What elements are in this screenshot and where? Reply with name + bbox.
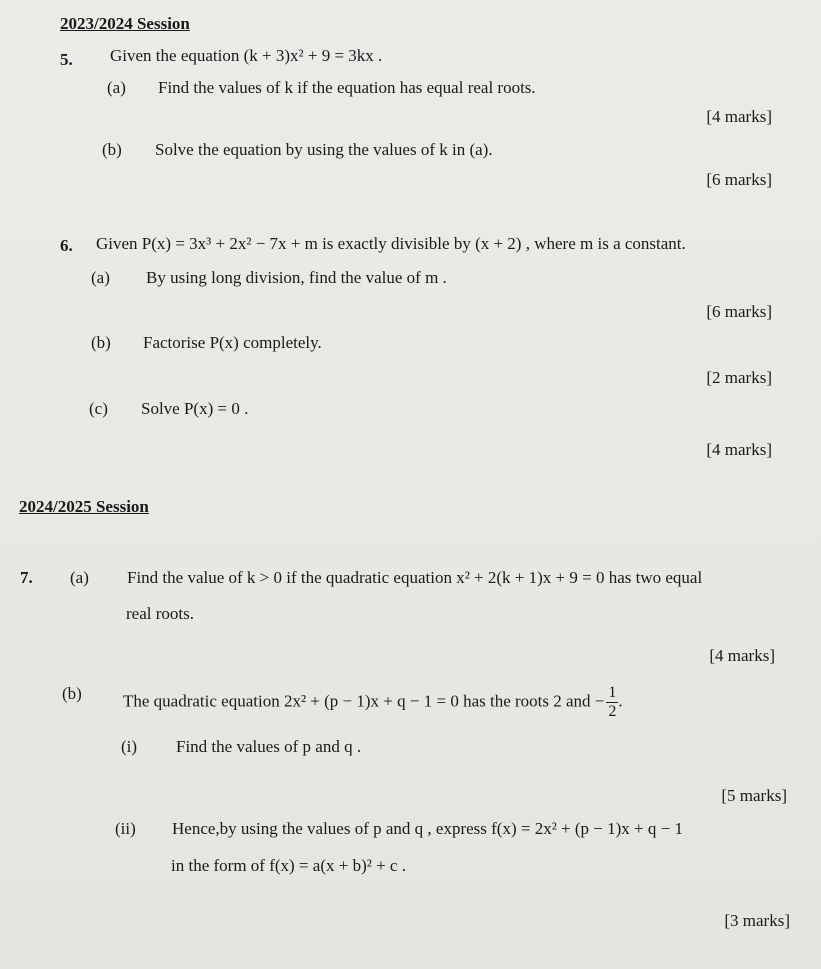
- q5b-label: (b): [102, 140, 122, 159]
- q7b-label: (b): [62, 684, 82, 703]
- q5b-marks: [6 marks]: [706, 170, 772, 189]
- q5a-text: Find the values of k if the equation has equal real roots.: [158, 78, 536, 97]
- q7bii-text-line1: Hence,by using the values of p and q , express f(x) = 2x² + (p − 1)x + q − 1: [172, 819, 683, 838]
- q6a-text: By using long division, find the value of m .: [146, 268, 447, 287]
- q7b-fraction: [606, 684, 618, 721]
- q7a-text-line1: Find the value of k > 0 if the quadratic equation x² + 2(k + 1)x + 9 = 0 has two equal: [127, 568, 703, 587]
- q5-number: 5.: [60, 50, 73, 69]
- q7b-text: [123, 684, 623, 721]
- q7b-fraction-denominator: 2: [608, 703, 617, 720]
- session-heading-2023-2024: 2023/2024 Session: [60, 14, 190, 33]
- q6-number: 6.: [60, 236, 73, 255]
- q5a-label: (a): [107, 78, 126, 97]
- q6c-marks: [4 marks]: [706, 440, 772, 459]
- q7-number: 7.: [20, 568, 33, 587]
- q6c-label: (c): [89, 399, 108, 418]
- q7a-marks: [4 marks]: [709, 646, 775, 665]
- q5b-text: Solve the equation by using the values of k in (a).: [155, 140, 493, 159]
- session-heading-2024-2025: 2024/2025 Session: [19, 497, 149, 516]
- q6-stem: Given P(x) = 3x³ + 2x² − 7x + m is exactly divisible by (x + 2) , where m is a constant.: [96, 234, 686, 253]
- q5a-marks: [4 marks]: [706, 107, 772, 126]
- q7bi-marks: [5 marks]: [721, 786, 787, 805]
- q7a-text-line2: real roots.: [126, 604, 194, 623]
- q6c-text: Solve P(x) = 0 .: [141, 399, 249, 418]
- q7a-label: (a): [70, 568, 89, 587]
- q7bii-marks: [3 marks]: [724, 911, 790, 930]
- q7bii-label: (ii): [115, 819, 136, 838]
- q6a-label: (a): [91, 268, 110, 287]
- q6a-marks: [6 marks]: [706, 302, 772, 321]
- q7b-text-main: The quadratic equation 2x² + (p − 1)x + q − 1 = 0 has the roots 2 and −: [123, 691, 605, 711]
- q5-stem: Given the equation (k + 3)x² + 9 = 3kx .: [110, 46, 383, 65]
- q6b-label: (b): [91, 333, 111, 352]
- q7bi-text: Find the values of p and q .: [176, 737, 362, 756]
- q7bi-label: (i): [121, 737, 138, 756]
- q7b-text-end: .: [618, 691, 623, 711]
- q7b-fraction-numerator: 1: [608, 684, 617, 701]
- q7bii-text-line2: in the form of f(x) = a(x + b)² + c .: [171, 856, 406, 875]
- q6b-marks: [2 marks]: [706, 368, 772, 387]
- q6b-text: Factorise P(x) completely.: [143, 333, 322, 352]
